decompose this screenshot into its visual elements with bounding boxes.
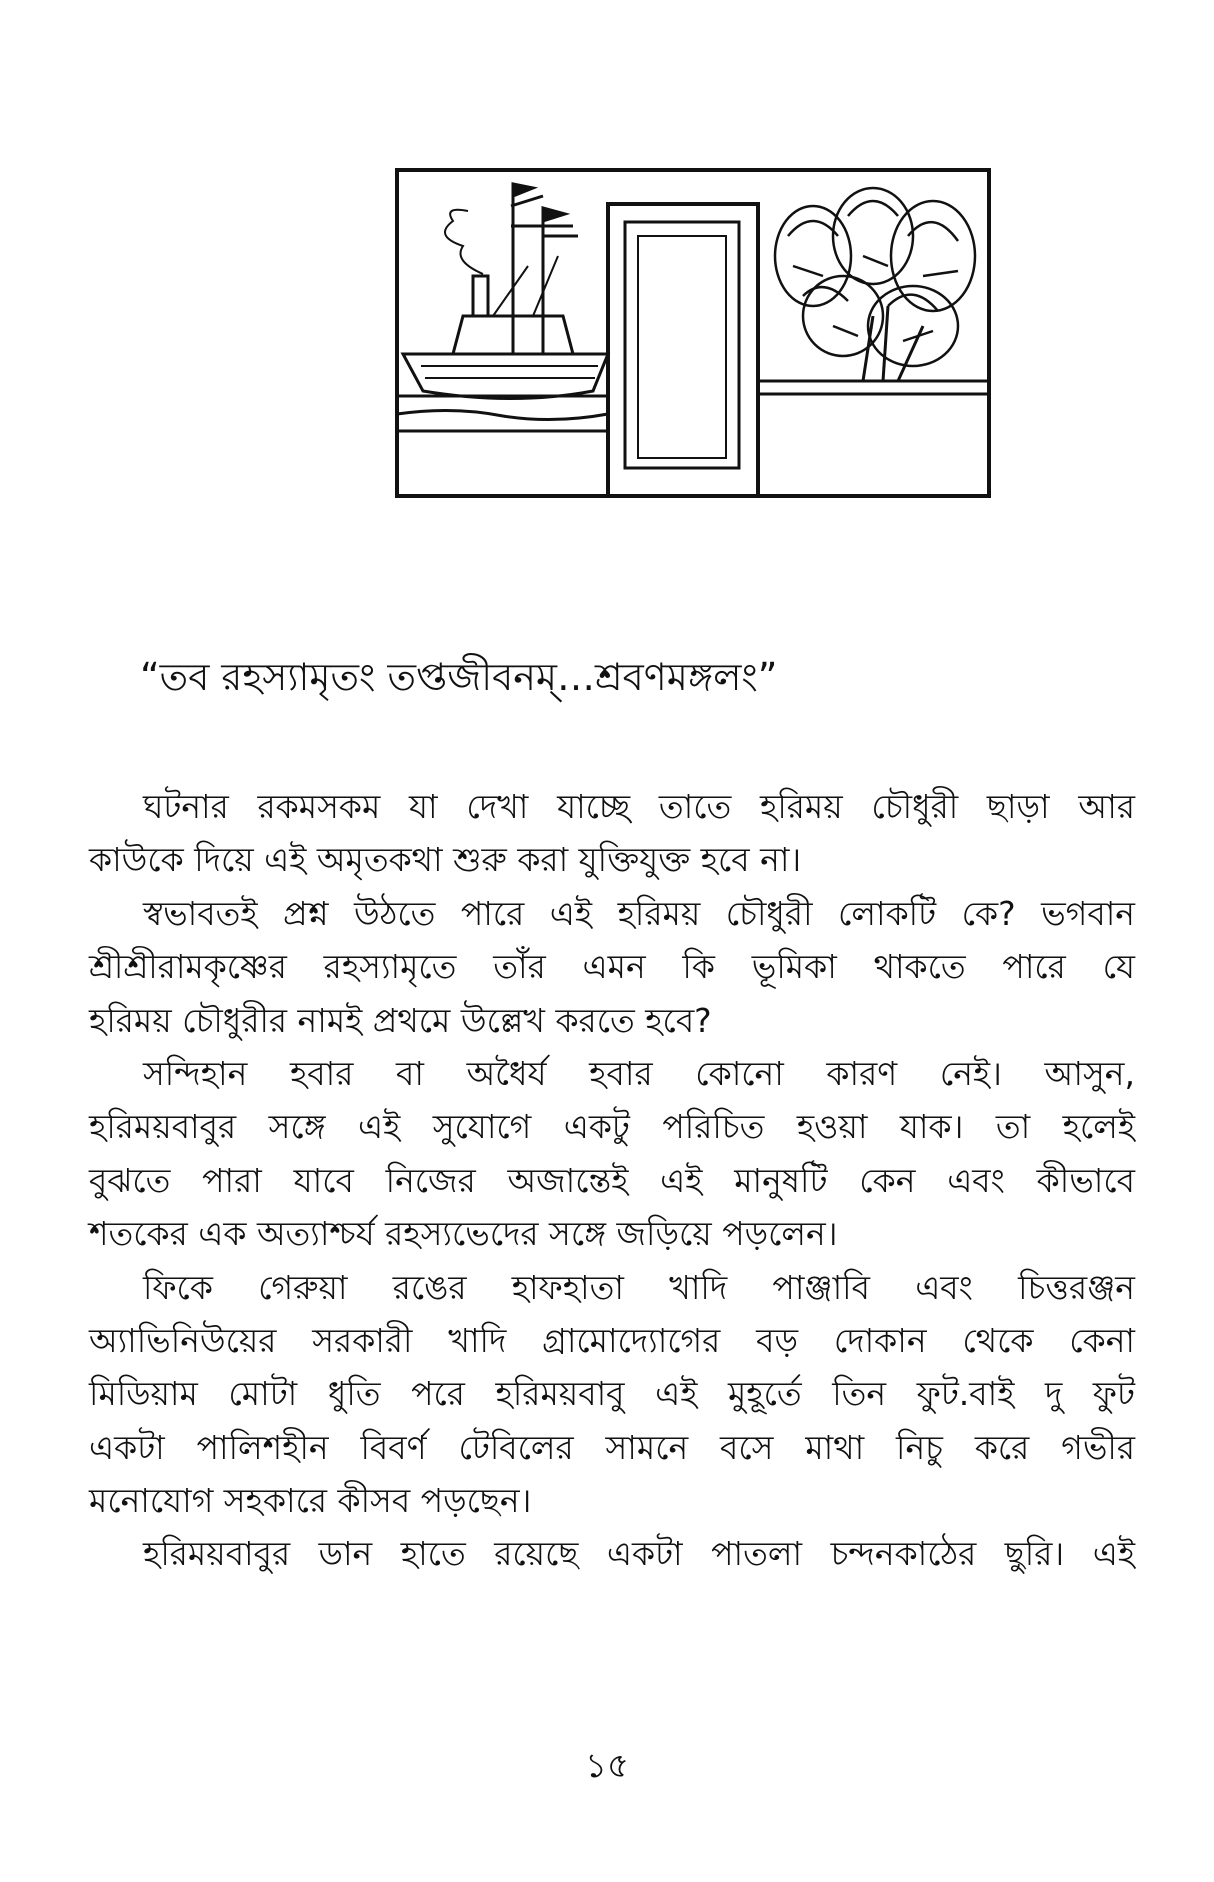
door-drawing: [608, 204, 758, 496]
plant-drawing: [758, 188, 989, 394]
text-line: সন্দিহান হবার বা অধৈর্য হবার কোনো কারণ নেই। আসুন,: [143, 1053, 1135, 1093]
text-line: হরিময়বাবুর ডান হাতে রয়েছে একটা পাতলা চন্দনকাঠের ছুরি। এই: [143, 1534, 1135, 1574]
text-line: অ্যাভিনিউয়ের সরকারী খাদি গ্রামোদ্যোগের বড় দোকান থেকে কেনা: [89, 1320, 1135, 1360]
text-line: শতকের এক অত্যাশ্চর্য রহস্যভেদের সঙ্গে জড়িয়ে পড়লেন।: [89, 1214, 838, 1254]
text-line: ফিকে গেরুয়া রঙের হাফহাতা খাদি পাঞ্জাবি এবং চিত্তরঞ্জন: [143, 1267, 1135, 1307]
paragraph: [89, 1047, 1135, 1261]
text-line: শ্রীশ্রীরামকৃষ্ণের রহস্যামৃতে তাঁর এমন কি ভূমিকা থাকতে পারে যে: [89, 947, 1135, 987]
chapter-illustration: [393, 166, 993, 500]
text-line: মিডিয়াম মোটা ধুতি পরে হরিময়বাবু এই মুহূর্তে তিন ফুট.বাই দু ফুট: [89, 1374, 1135, 1414]
page-number: ১৫: [584, 1746, 630, 1786]
paragraph: [89, 887, 1135, 1047]
illustration-frame: [397, 170, 989, 496]
paragraph: [89, 1527, 1135, 1580]
text-line: একটা পালিশহীন বিবর্ণ টেবিলের সামনে বসে মাথা নিচু করে গভীর: [89, 1427, 1135, 1467]
chapter-epigraph: “তব রহস্যামৃতং তপ্তজীবনম্…শ্রবণমঙ্গলং”: [140, 655, 778, 699]
body-text: [89, 780, 1135, 1581]
text-line: ঘটনার রকমসকম যা দেখা যাচ্ছে তাতে হরিময় চৌধুরী ছাড়া আর: [143, 787, 1135, 826]
text-line: হরিময়বাবুর সঙ্গে এই সুযোগে একটু পরিচিত হওয়া যাক। তা হলেই: [89, 1107, 1135, 1147]
paragraph: [89, 1261, 1135, 1528]
text-line: বুঝতে পারা যাবে নিজের অজান্তেই এই মানুষটি কেন এবং কীভাবে: [89, 1160, 1135, 1200]
text-line: কাউকে দিয়ে এই অমৃতকথা শুরু করা যুক্তিযুক্ত হবে না।: [89, 840, 802, 880]
ship-drawing: [397, 184, 608, 431]
text-line: স্বভাবতই প্রশ্ন উঠতে পারে এই হরিময় চৌধুরী লোকটি কে? ভগবান: [143, 893, 1135, 933]
text-line: হরিময় চৌধুরীর নামই প্রথমে উল্লেখ করতে হবে?: [89, 1000, 712, 1040]
paragraph: [89, 780, 1135, 887]
text-line: মনোযোগ সহকারে কীসব পড়ছেন।: [89, 1481, 532, 1521]
